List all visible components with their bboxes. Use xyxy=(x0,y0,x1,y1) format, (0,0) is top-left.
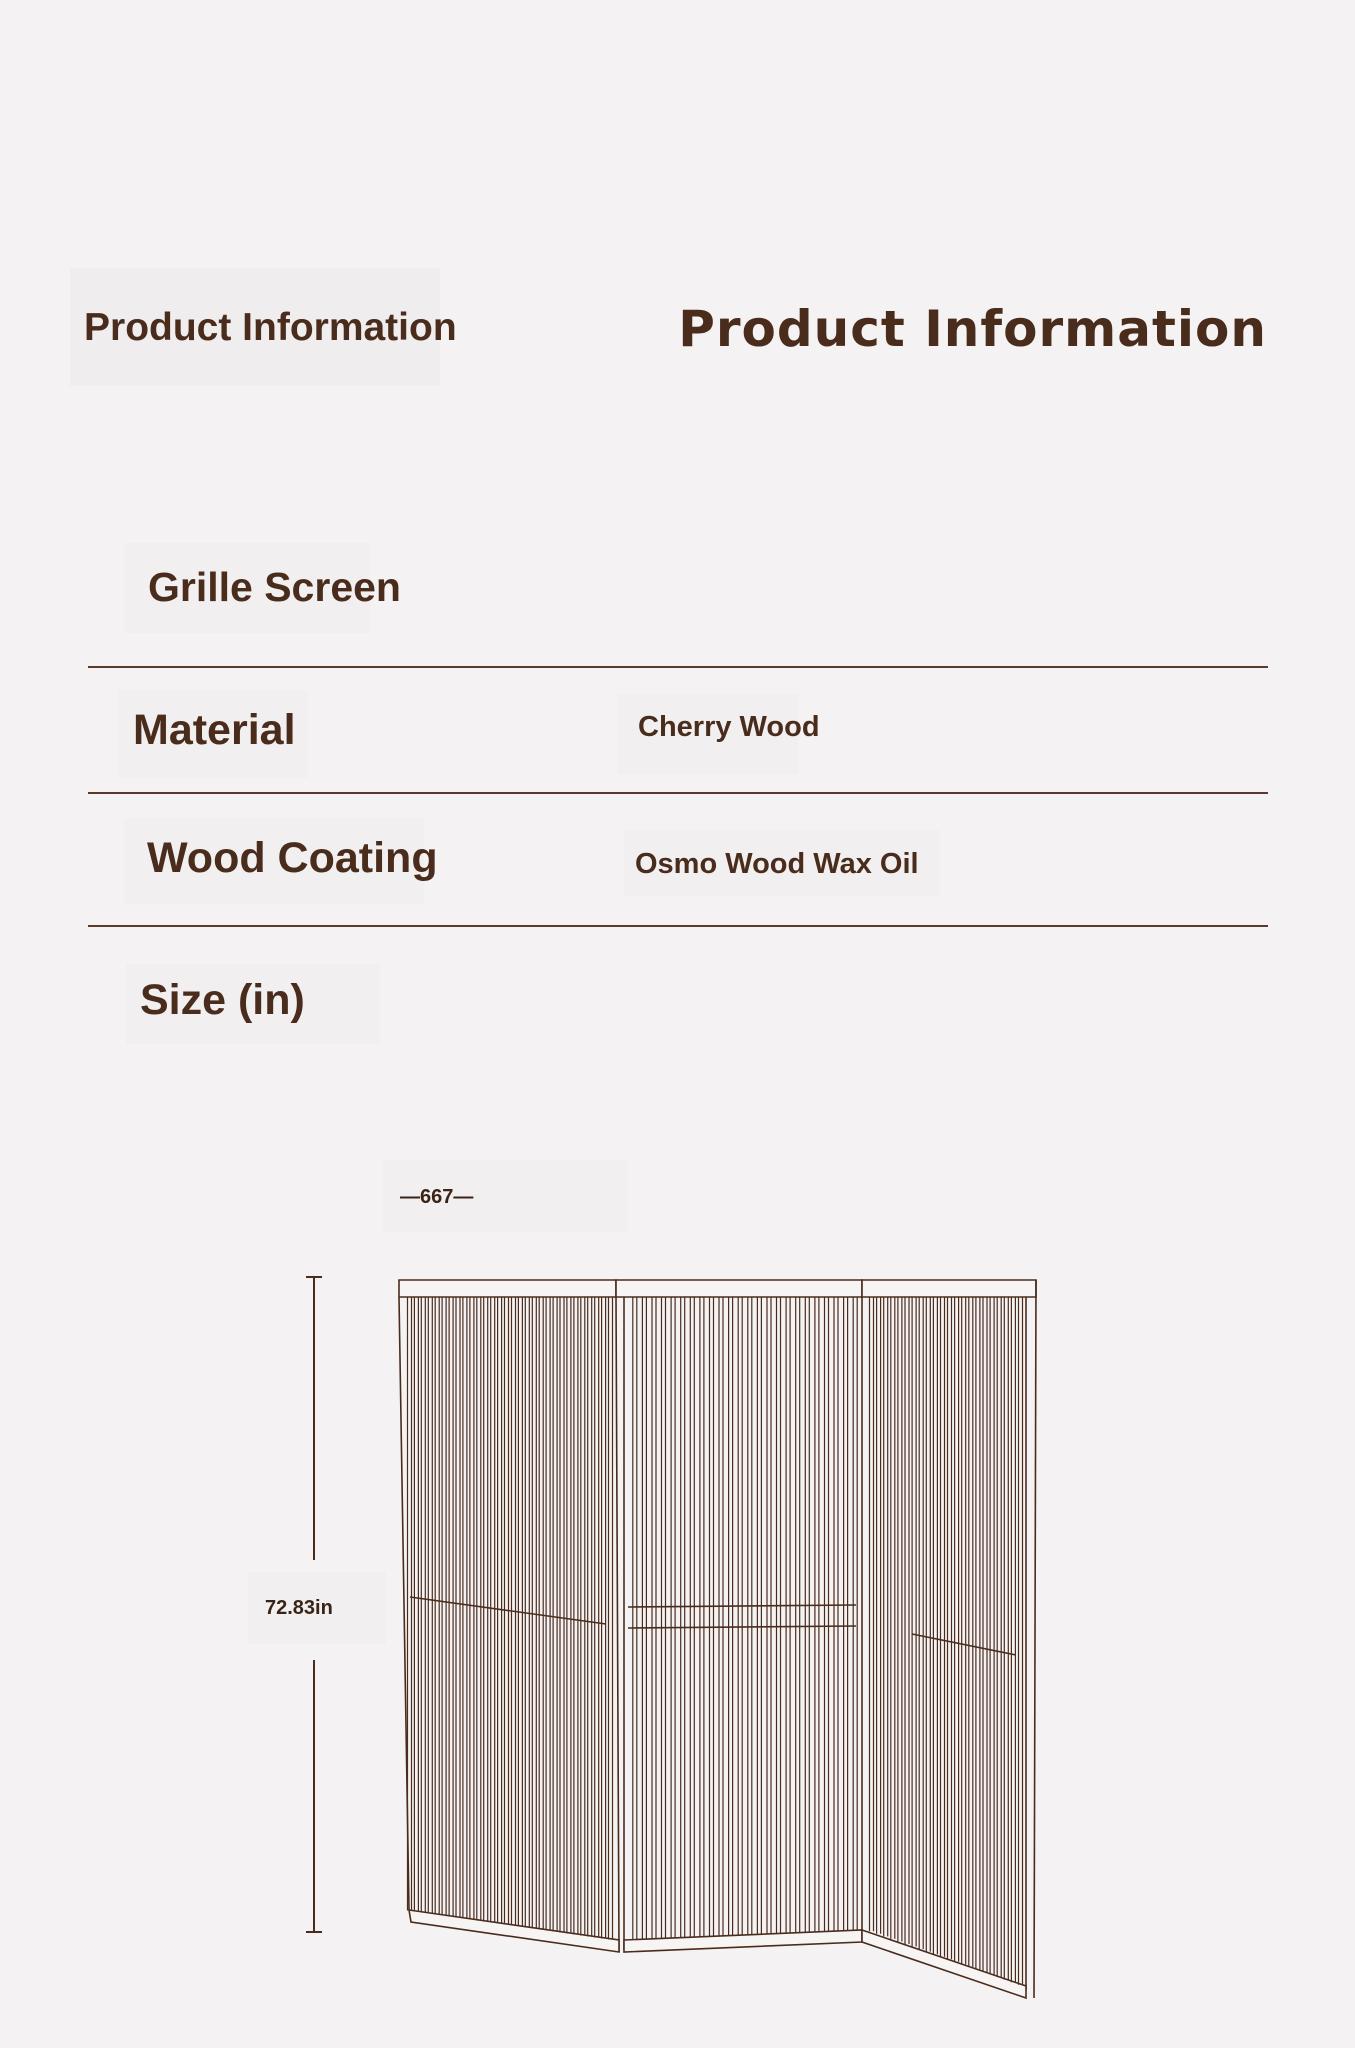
height-dimension-label: 72.83in xyxy=(265,1597,333,1619)
material-label: Material xyxy=(133,706,296,754)
size-heading: Size (in) xyxy=(140,976,305,1024)
material-value: Cherry Wood xyxy=(638,711,820,743)
product-name: Grille Screen xyxy=(148,564,401,610)
title-left-text: Product Information xyxy=(84,306,457,349)
coating-label: Wood Coating xyxy=(147,834,438,882)
width-dimension-label: —667— xyxy=(400,1186,474,1208)
coating-value: Osmo Wood Wax Oil xyxy=(635,848,919,880)
title-right-text: Product Information xyxy=(678,300,1267,358)
height-dimension-line xyxy=(306,1277,322,1932)
